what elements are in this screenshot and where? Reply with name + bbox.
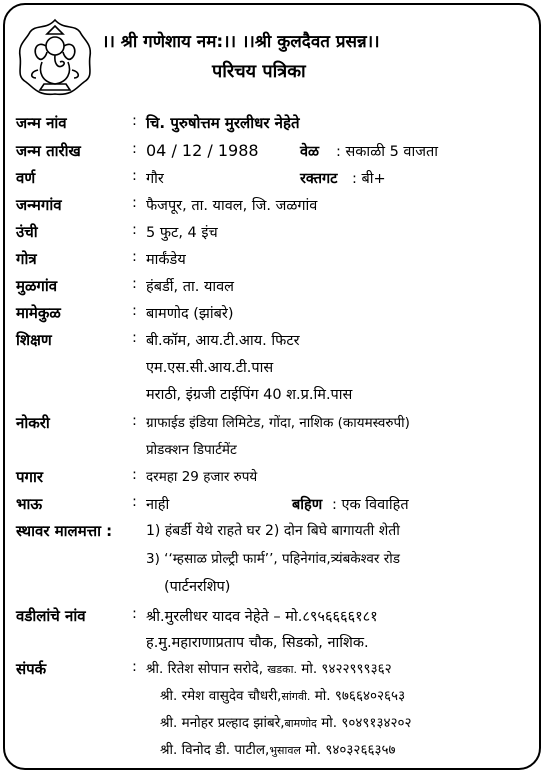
- contact-mobile: मो. ९७६६४०२६५३: [314, 688, 406, 704]
- value-brother: नाही: [146, 497, 170, 513]
- label-maternal: मामेकुळ: [16, 304, 61, 322]
- label-birthplace: जन्मगांव: [16, 196, 62, 214]
- value-native: हंबर्डी, ता. यावल: [146, 279, 235, 295]
- value-complexion: गौर: [146, 171, 164, 187]
- contact-place: भुसावल: [269, 744, 301, 757]
- value-property-1: 1) हंबर्डी येथे राहते घर 2) दोन बिघे बागायती शेती: [146, 523, 400, 539]
- contact-name: श्री. मनोहर प्रल्हाद झांबरे,: [160, 715, 285, 731]
- value-sister: : एक विवाहित: [332, 497, 409, 513]
- contact-place: सांगवी.: [281, 690, 311, 703]
- value-dob: 04 / 12 / 1988: [146, 141, 259, 160]
- value-father-1: श्री.मुरलीधर यादव नेहेते – मो.८९५६६६६१८१: [146, 609, 378, 625]
- label-name: जन्म नांव: [16, 114, 67, 132]
- label-complexion: वर्ण: [16, 169, 36, 187]
- value-time: : सकाळी 5 वाजता: [336, 144, 439, 160]
- contact-place: बामणोद: [284, 717, 317, 730]
- colon: :: [132, 222, 137, 238]
- value-property-2: 3) ‘‘म्हसाळ प्रोल्ट्री फार्म’’, पहिनेगांव,त्र्यंबकेश्वर रोड: [146, 551, 400, 567]
- contact-mobile: मो. ९४०३२६६३५७: [305, 742, 396, 758]
- value-gotra: मार्कंडेय: [146, 252, 186, 268]
- invocation-heading: ।। श्री गणेशाय नम:।। ।।श्री कुलदैवत प्रसन्न।।: [102, 32, 380, 52]
- colon: :: [132, 249, 137, 265]
- colon: :: [132, 413, 137, 429]
- value-education-1: बी.कॉम, आय.टी.आय. फिटर: [146, 333, 300, 349]
- page-title: परिचय पत्रिका: [212, 61, 306, 82]
- colon: :: [132, 141, 137, 157]
- value-salary: दरमहा 29 हजार रुपये: [146, 469, 258, 485]
- label-brother: भाऊ: [16, 495, 43, 513]
- contact-name: श्री. विनोद डी. पाटील,: [160, 742, 270, 758]
- value-height: 5 फुट, 4 इंच: [146, 225, 218, 241]
- colon: :: [132, 606, 137, 622]
- value-birthplace: फैजपूर, ता. यावल, जि. जळगांव: [146, 198, 318, 214]
- label-blood: रक्तगट: [300, 171, 338, 187]
- value-property-3: (पार्टनरशिप): [164, 579, 231, 595]
- colon: :: [132, 494, 137, 510]
- label-contact: संपर्क: [16, 660, 47, 678]
- label-job: नोकरी: [16, 414, 50, 432]
- label-time: वेळ: [300, 144, 320, 160]
- contact-name: श्री. रमेश वासुदेव चौधरी,: [160, 688, 282, 704]
- colon: :: [132, 276, 137, 292]
- value-education-2: एम.एस.सी.आय.टी.पास: [146, 360, 274, 376]
- label-father: वडीलांचे नांव: [16, 607, 86, 625]
- label-height: उंची: [16, 223, 38, 241]
- contact-name: श्री. रितेश सोपान सरोदे,: [146, 661, 263, 677]
- label-gotra: गोत्र: [16, 250, 37, 268]
- list-item: [160, 713, 412, 731]
- value-maternal: बामणोद (झांबरे): [146, 306, 234, 322]
- colon: :: [132, 303, 137, 319]
- value-education-3: मराठी, इंग्रजी टाईपिंग 40 श.प्र.मि.पास: [146, 387, 353, 403]
- contact-mobile: मो. ९४२२९९९३६२: [301, 661, 392, 677]
- label-native: मुळगांव: [16, 277, 58, 295]
- contact-place: खडका.: [267, 663, 297, 676]
- list-item: [160, 686, 405, 704]
- list-item: [146, 659, 392, 677]
- ganesha-icon: [14, 16, 96, 98]
- label-sister: बहिण: [292, 497, 323, 513]
- contact-mobile: मो. ९०४९१३४२०२: [321, 715, 412, 731]
- label-education: शिक्षण: [16, 331, 52, 349]
- label-dob: जन्म तारीख: [16, 142, 81, 160]
- value-job-2: प्रोडक्शन डिपार्टमेंट: [146, 442, 237, 458]
- value-job-1: ग्राफाईड इंडिया लिमिटेड, गोंदा, नाशिक (कायमस्वरुपी): [146, 415, 410, 431]
- colon: :: [132, 168, 137, 184]
- list-item: [160, 740, 396, 758]
- value-blood: : बी+: [352, 171, 386, 187]
- colon: :: [132, 195, 137, 211]
- colon: :: [132, 467, 137, 483]
- label-salary: पगार: [16, 468, 43, 486]
- label-property: स्थावर मालमत्ता :: [16, 522, 113, 540]
- colon: :: [132, 113, 137, 129]
- colon: :: [132, 330, 137, 346]
- value-father-2: ह.मु.महाराणाप्रताप चौक, सिडको, नाशिक.: [146, 635, 369, 651]
- value-name: चि. पुरुषोत्तम मुरलीधर नेहेते: [146, 114, 300, 132]
- colon: :: [132, 659, 137, 675]
